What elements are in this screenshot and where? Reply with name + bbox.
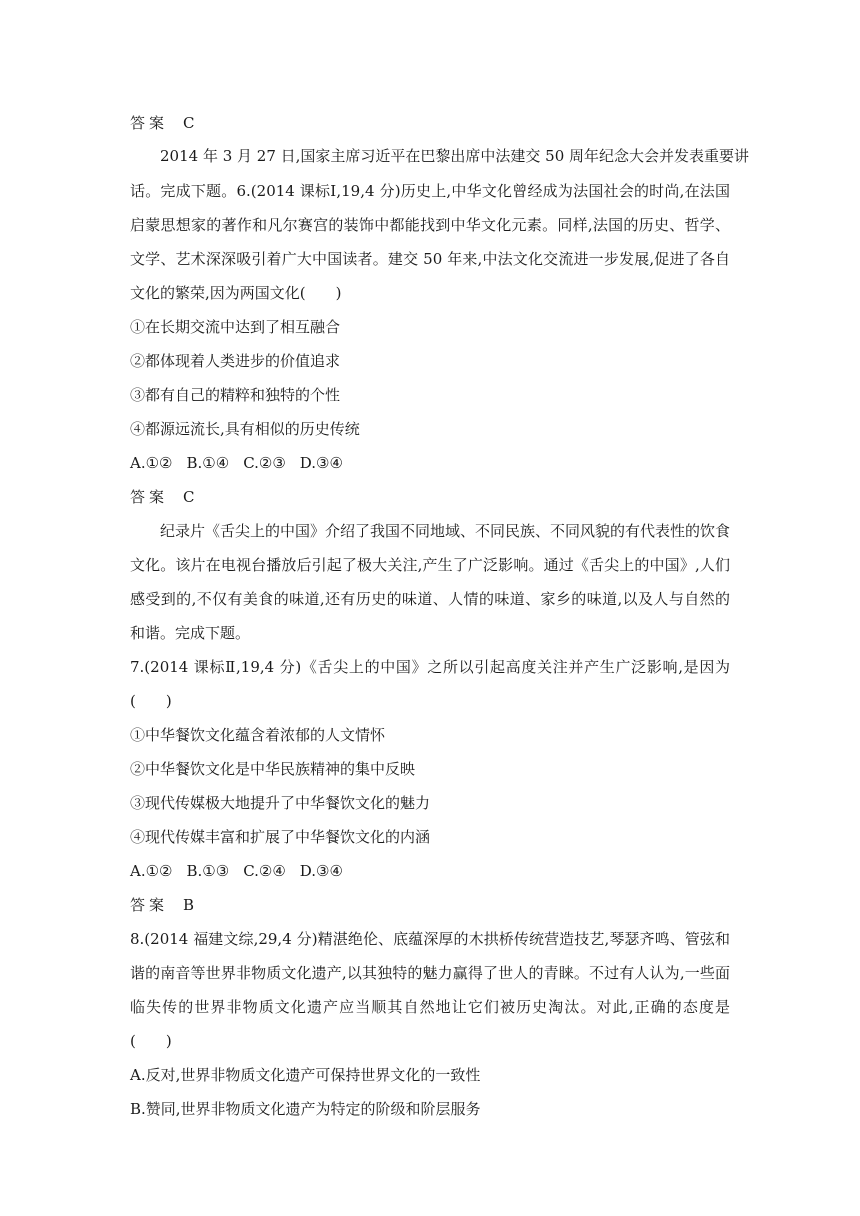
question-line: 临失传的世界非物质文化遗产应当顺其自然地让它们被历史淘汰。对此,正确的态度是 bbox=[130, 998, 730, 1016]
answer-line-prev: 答案 C bbox=[130, 114, 195, 132]
answer-options bbox=[130, 452, 357, 474]
option: D.③④ bbox=[299, 862, 343, 880]
answer-line: 答案 B bbox=[130, 896, 195, 914]
question-line: 8.(2014 福建文综,29,4 分)精湛绝伦、底蕴深厚的木拱桥传统营造技艺,琴瑟齐鸣、管弦和 bbox=[130, 930, 730, 948]
option: B.①③ bbox=[186, 862, 230, 880]
option: B.①④ bbox=[186, 454, 230, 472]
statement-item: ①中华餐饮文化蕴含着浓郁的人文情怀 bbox=[130, 726, 386, 744]
statement-item: ②中华餐饮文化是中华民族精神的集中反映 bbox=[130, 760, 416, 778]
statement-item: ④现代传媒丰富和扩展了中华餐饮文化的内涵 bbox=[130, 828, 431, 846]
statement-item: ③都有自己的精粹和独特的个性 bbox=[130, 386, 341, 404]
passage-line: 启蒙思想家的著作和凡尔赛宫的装饰中都能找到中华文化元素。同样,法国的历史、哲学、 bbox=[130, 216, 730, 234]
passage-line: 文化的繁荣,因为两国文化( ) bbox=[130, 284, 342, 302]
option-line: B.赞同,世界非物质文化遗产为特定的阶级和阶层服务 bbox=[130, 1100, 481, 1118]
statement-item: ①在长期交流中达到了相互融合 bbox=[130, 318, 341, 336]
option: C.②③ bbox=[243, 454, 286, 472]
question-line: ( ) bbox=[130, 1032, 172, 1050]
passage-line: 感受到的,不仅有美食的味道,还有历史的味道、人情的味道、家乡的味道,以及人与自然的 bbox=[130, 590, 730, 608]
passage-line: 话。完成下题。6.(2014 课标Ⅰ,19,4 分)历史上,中华文化曾经成为法国社会的时尚,在法国 bbox=[130, 182, 730, 200]
statement-item: ④都源远流长,具有相似的历史传统 bbox=[130, 420, 360, 438]
statement-item: ③现代传媒极大地提升了中华餐饮文化的魅力 bbox=[130, 794, 431, 812]
option: D.③④ bbox=[299, 454, 343, 472]
option-line: A.反对,世界非物质文化遗产可保持世界文化的一致性 bbox=[130, 1066, 481, 1084]
passage-line: 文学、艺术深深吸引着广大中国读者。建交 50 年来,中法文化交流进一步发展,促进了各自 bbox=[130, 250, 730, 268]
passage-line: 2014 年 3 月 27 日,国家主席习近平在巴黎出席中法建交 50 周年纪念大会并发表重要讲 bbox=[160, 147, 750, 165]
answer-options bbox=[130, 860, 357, 882]
answer-line: 答案 C bbox=[130, 488, 195, 506]
question-line: 7.(2014 课标Ⅱ,19,4 分)《舌尖上的中国》之所以引起高度关注并产生广泛影响,是因为 bbox=[130, 658, 730, 676]
passage-line: 和谐。完成下题。 bbox=[130, 624, 251, 642]
passage-line: 文化。该片在电视台播放后引起了极大关注,产生了广泛影响。通过《舌尖上的中国》,人们 bbox=[130, 556, 730, 574]
option: A.①② bbox=[130, 862, 173, 880]
question-line: 谐的南音等世界非物质文化遗产,以其独特的魅力赢得了世人的青睐。不过有人认为,一些面 bbox=[130, 964, 730, 982]
passage-line: 纪录片《舌尖上的中国》介绍了我国不同地域、不同民族、不同风貌的有代表性的饮食 bbox=[160, 522, 731, 540]
option: A.①② bbox=[130, 454, 173, 472]
option: C.②④ bbox=[243, 862, 286, 880]
statement-item: ②都体现着人类进步的价值追求 bbox=[130, 352, 341, 370]
question-line: ( ) bbox=[130, 692, 172, 710]
